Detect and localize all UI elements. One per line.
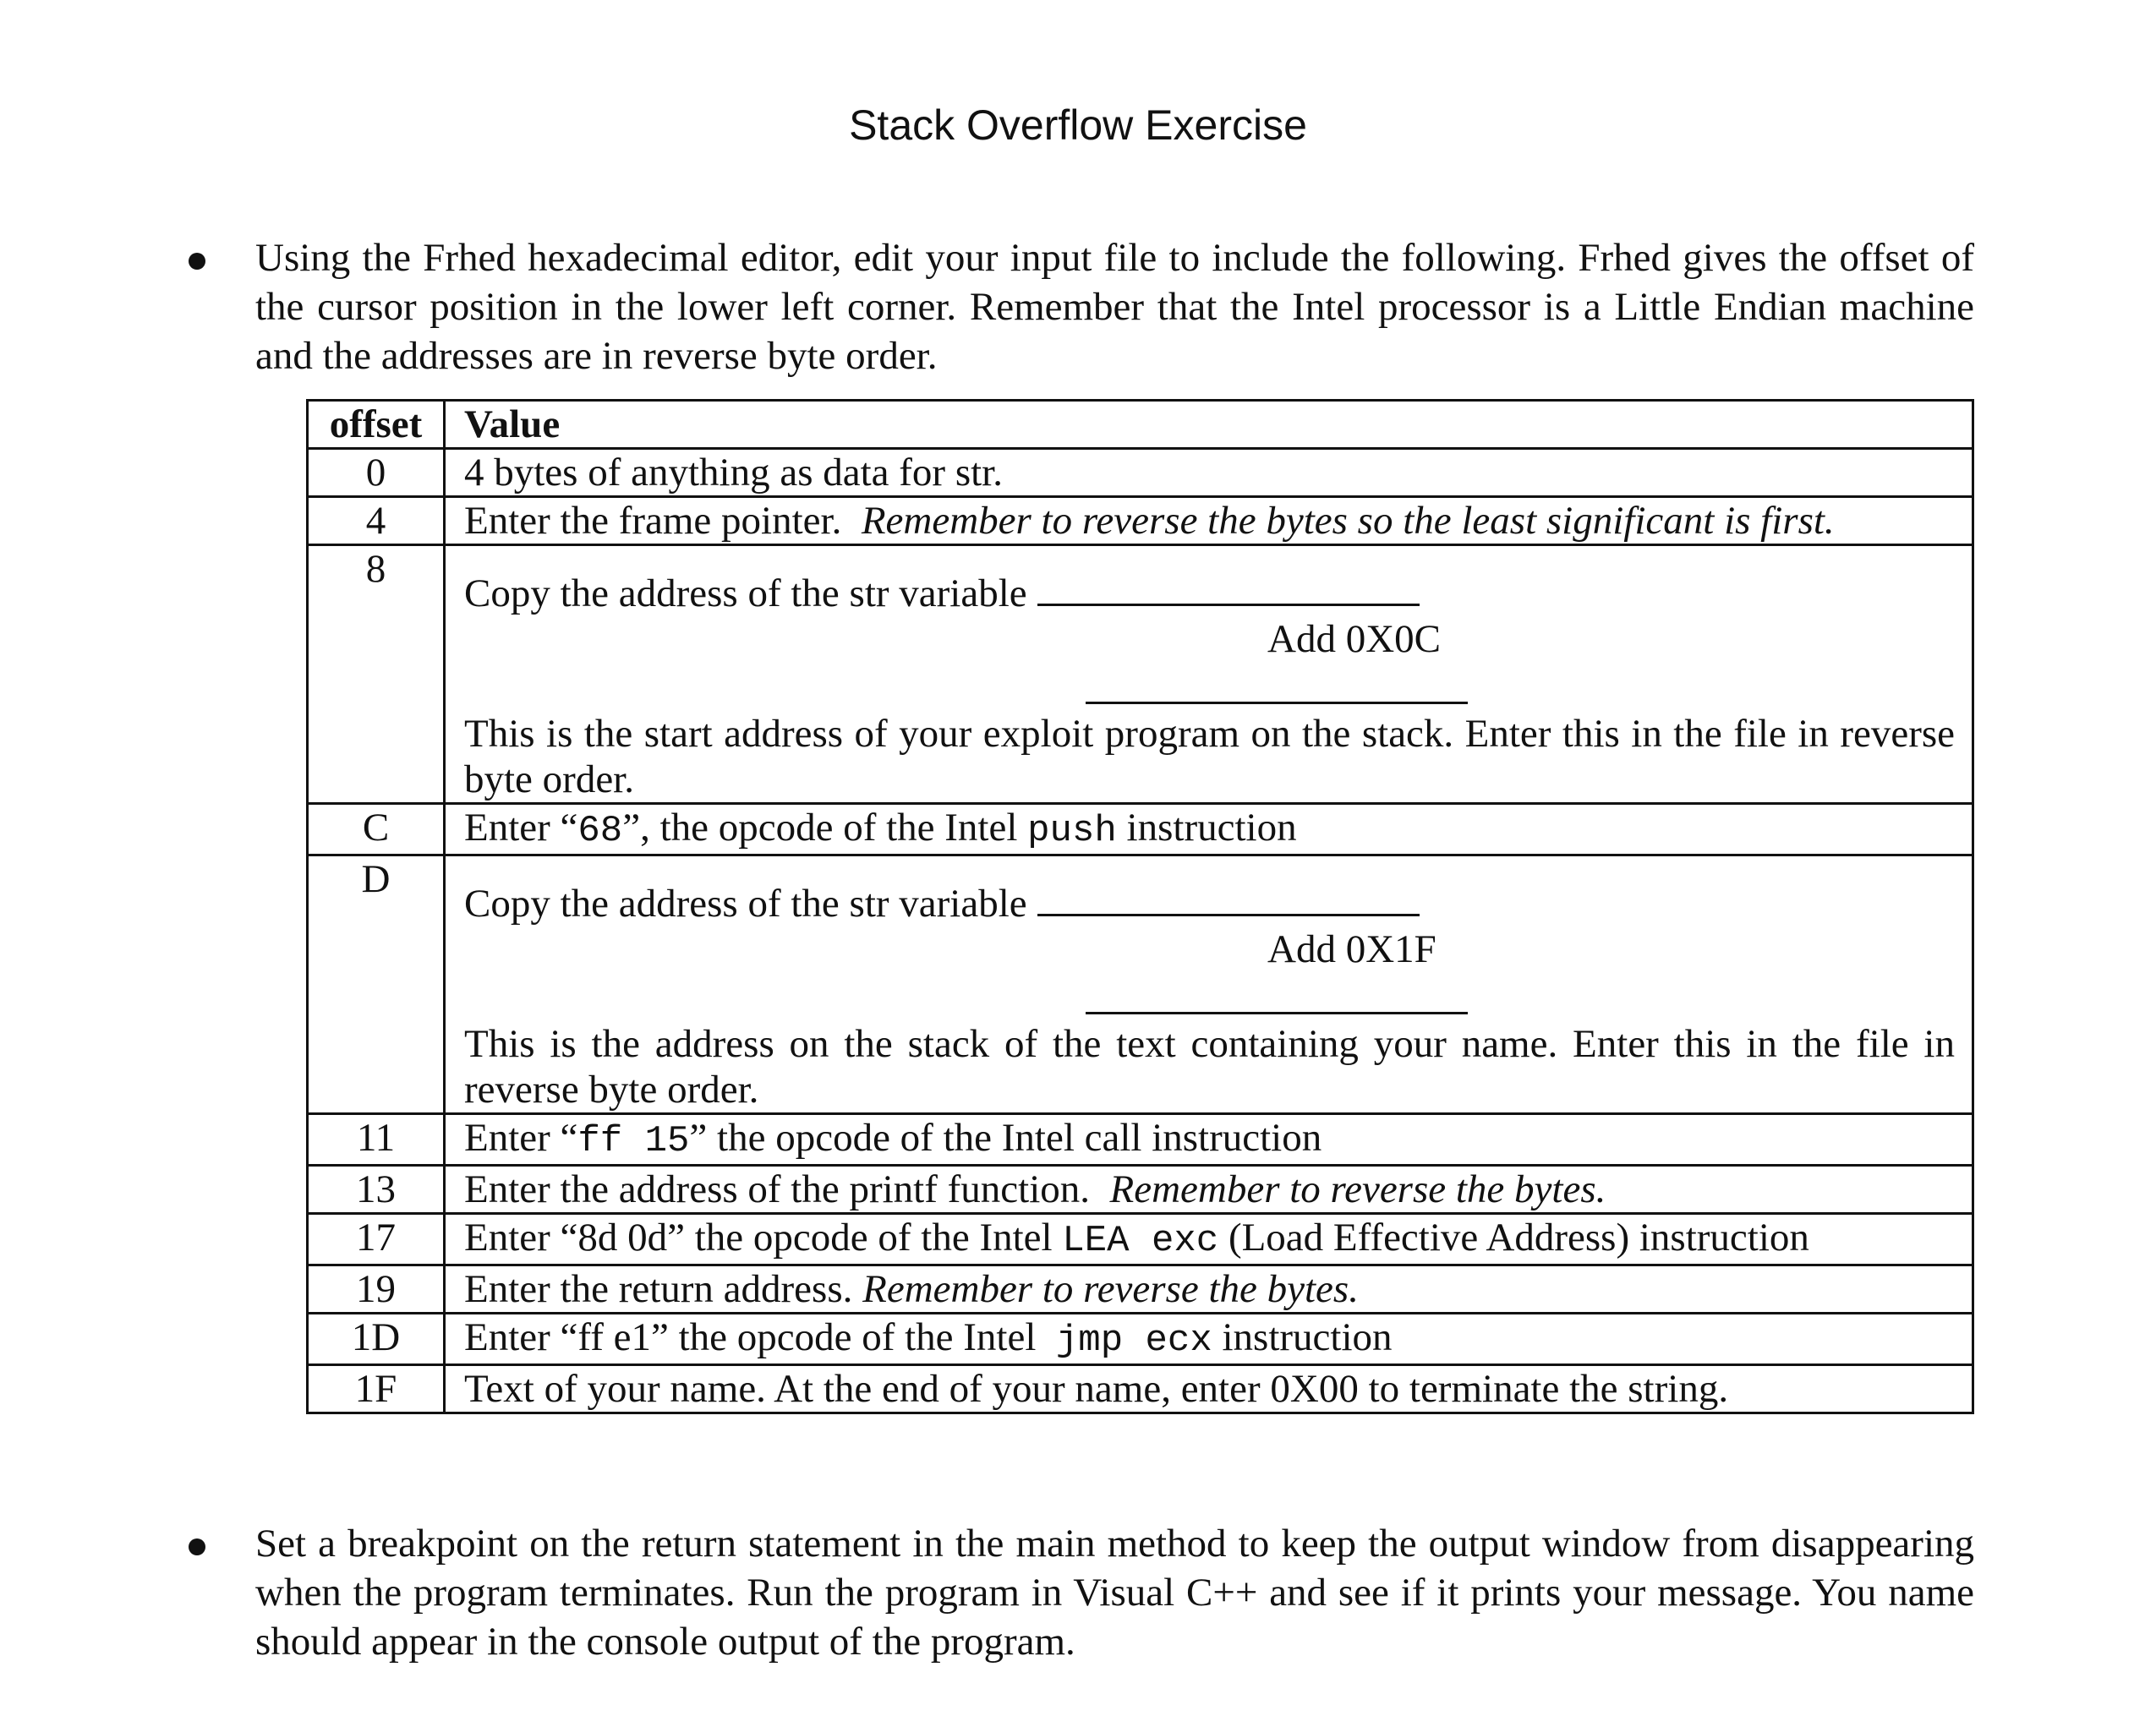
offset-cell: 13 xyxy=(308,1166,445,1214)
col-offset-header: offset xyxy=(308,401,445,449)
value-text-post: (Load Effective Address) instruction xyxy=(1218,1216,1809,1260)
value-text: Enter “ xyxy=(464,1116,578,1160)
table-row xyxy=(308,804,1973,855)
add-offset: Add 0X0C xyxy=(1267,617,1441,661)
value-text: Enter the return address. xyxy=(464,1267,853,1311)
value-cell xyxy=(445,1365,1973,1413)
value-text: Enter “ff e1” the opcode of the Intel xyxy=(464,1315,1056,1359)
value-text: Enter “ xyxy=(464,806,578,850)
table-row xyxy=(308,545,1973,804)
instruction-code: LEA exc xyxy=(1062,1220,1219,1262)
value-text: Enter the address of the printf function. xyxy=(464,1167,1091,1211)
value-note: Remember to reverse the bytes. xyxy=(1109,1167,1606,1211)
value-text-tail: instruction xyxy=(1116,806,1297,850)
instruction-code: push xyxy=(1027,810,1117,852)
outro-paragraph xyxy=(255,1519,1974,1666)
value-cell xyxy=(445,855,1973,1114)
table-row xyxy=(308,1265,1973,1314)
table-row xyxy=(308,1166,1973,1214)
bullet-icon xyxy=(189,253,205,270)
result-blank-line xyxy=(464,662,1955,711)
value-text-post: ”, the opcode of the Intel xyxy=(622,806,1028,850)
bullet-icon xyxy=(189,1538,205,1555)
opcode-code: 68 xyxy=(577,810,623,852)
table-row xyxy=(308,497,1973,545)
offset-cell: 17 xyxy=(308,1214,445,1265)
table-row xyxy=(308,855,1973,1114)
table-row xyxy=(308,1114,1973,1166)
copy-line xyxy=(464,546,1955,616)
table-row xyxy=(308,449,1973,497)
opcode-code: ff 15 xyxy=(577,1120,690,1162)
intro-text: Using the Frhed hexadecimal editor, edit your input file to include the following. Frhed gives the offset of the cursor position in the lower left corner. Remember that the Intel processor is a Little Endian machine and the addresses are in reverse byte order. xyxy=(255,236,1974,378)
page-title: Stack Overflow Exercise xyxy=(849,101,1307,149)
value-cell xyxy=(445,1166,1973,1214)
value-cell xyxy=(445,804,1973,855)
value-note: Remember to reverse the bytes. xyxy=(862,1267,1359,1311)
value-cell xyxy=(445,1265,1973,1314)
col-value-header: Value xyxy=(445,401,1973,449)
value-note: This is the address on the stack of the text containing your name. Enter this in the file in reverse byte order. xyxy=(464,1022,1955,1112)
instruction-code: jmp ecx xyxy=(1055,1320,1212,1362)
result-blank xyxy=(1086,1012,1468,1014)
offset-cell: 8 xyxy=(308,545,445,804)
value-cell xyxy=(445,1314,1973,1365)
offset-cell: 4 xyxy=(308,497,445,545)
add-offset: Add 0X1F xyxy=(1267,927,1436,971)
value-cell xyxy=(445,449,1973,497)
value-cell xyxy=(445,545,1973,804)
value-text: 4 bytes of anything as data for str. xyxy=(464,451,1003,495)
copy-text: Copy the address of the str variable xyxy=(464,882,1027,926)
value-text: Text of your name. At the end of your name, enter 0X00 to terminate the string. xyxy=(464,1367,1729,1411)
offset-cell: 11 xyxy=(308,1114,445,1166)
value-note: Remember to reverse the bytes so the least significant is first. xyxy=(861,499,1835,543)
offset-cell: D xyxy=(308,855,445,1114)
value-text: Enter “8d 0d” the opcode of the Intel xyxy=(464,1216,1063,1260)
value-text-post: ” the opcode of the Intel call instruction xyxy=(689,1116,1322,1160)
offset-cell: 19 xyxy=(308,1265,445,1314)
offset-cell: 1D xyxy=(308,1314,445,1365)
value-note: This is the start address of your exploit program on the stack. Enter this in the file in reverse byte order. xyxy=(464,712,1955,801)
copy-line xyxy=(464,856,1955,926)
table-row xyxy=(308,1314,1973,1365)
offset-table xyxy=(306,399,1974,1414)
offset-cell: 1F xyxy=(308,1365,445,1413)
intro-paragraph xyxy=(255,233,1974,380)
copy-text: Copy the address of the str variable xyxy=(464,571,1027,615)
value-text-post: instruction xyxy=(1212,1315,1393,1359)
address-blank xyxy=(1037,880,1420,916)
address-blank xyxy=(1037,570,1420,606)
table-row xyxy=(308,1214,1973,1265)
result-blank-line xyxy=(464,972,1955,1021)
value-cell xyxy=(445,1114,1973,1166)
value-text: Enter the frame pointer. xyxy=(464,499,842,543)
value-cell xyxy=(445,1214,1973,1265)
value-cell xyxy=(445,497,1973,545)
outro-text: Set a breakpoint on the return statement in the main method to keep the output window from disappearing when the program terminates. Run the program in Visual C++ and see if it prints your message. You name should appear in the console output of the program. xyxy=(255,1522,1974,1664)
table-header-row xyxy=(308,401,1973,449)
result-blank xyxy=(1086,702,1468,704)
offset-cell: C xyxy=(308,804,445,855)
offset-cell: 0 xyxy=(308,449,445,497)
table-row xyxy=(308,1365,1973,1413)
